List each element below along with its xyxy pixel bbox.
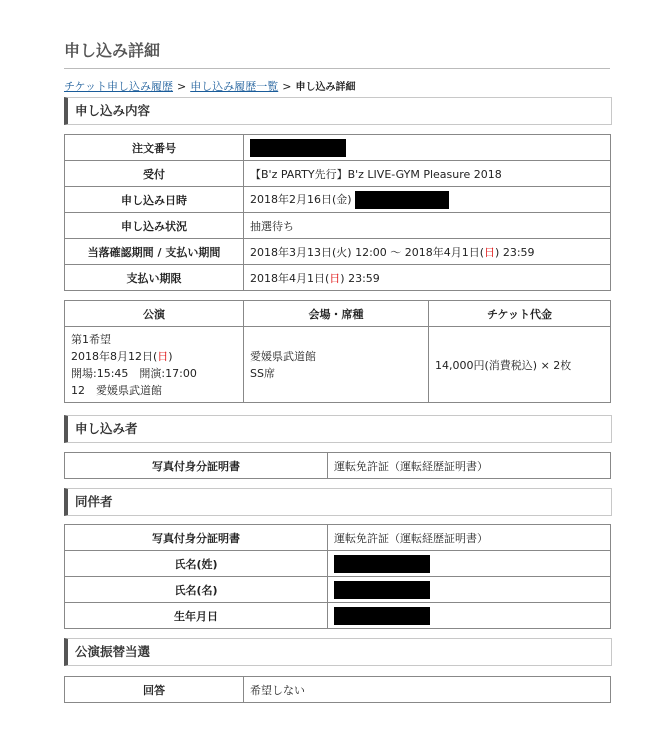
- redacted-block: [355, 191, 449, 209]
- redacted-block: [334, 581, 430, 599]
- transfer-answer-value: 希望しない: [244, 677, 611, 703]
- table-row: [65, 525, 611, 551]
- transfer-table: [64, 676, 611, 703]
- application-details-table: [64, 134, 611, 291]
- deadline-text: ) 23:59: [340, 271, 380, 285]
- breadcrumb: [64, 78, 355, 94]
- table-row: [65, 265, 611, 291]
- application-date-label: 申し込み日時: [65, 187, 244, 213]
- table-row: [65, 327, 611, 403]
- performance-date-text: ): [168, 349, 173, 363]
- application-status-value: 抽選待ち: [244, 213, 611, 239]
- order-number-label: 注文番号: [65, 135, 244, 161]
- table-row: [65, 603, 611, 629]
- title-divider: [64, 68, 610, 69]
- table-row: [65, 453, 611, 479]
- applicant-id-value: 運転免許証（運転経歴証明書）: [328, 453, 611, 479]
- venue-seat-cell: [244, 327, 429, 403]
- section-heading-applicant: 申し込み者: [64, 415, 612, 443]
- redacted-block: [250, 139, 346, 157]
- breadcrumb-link-list[interactable]: 申し込み履歴一覧: [190, 80, 279, 93]
- application-date-value: 2018年2月16日(金): [250, 192, 352, 206]
- performance-date-text: 2018年8月12日(: [71, 349, 158, 363]
- sunday-mark: 日: [329, 271, 341, 285]
- table-row: [65, 677, 611, 703]
- companion-birthdate-label: 生年月日: [65, 603, 328, 629]
- breadcrumb-separator: >: [282, 80, 292, 93]
- breadcrumb-separator: >: [177, 80, 187, 93]
- payment-deadline-value: [244, 265, 611, 291]
- table-row: [65, 239, 611, 265]
- applicant-table: [64, 452, 611, 479]
- table-row: [65, 161, 611, 187]
- payment-deadline-label: 支払い期限: [65, 265, 244, 291]
- page-title: 申し込み詳細: [64, 41, 161, 60]
- seat-type: SS席: [250, 366, 275, 380]
- redacted-block: [334, 555, 430, 573]
- redacted-block: [334, 607, 430, 625]
- venue-name: 愛媛県武道館: [250, 349, 316, 363]
- performance-cell: [65, 327, 244, 403]
- companion-table: [64, 524, 611, 629]
- table-row: [65, 135, 611, 161]
- sunday-mark: 日: [484, 245, 496, 259]
- companion-id-label: 写真付身分証明書: [65, 525, 328, 551]
- sunday-mark: 日: [157, 349, 169, 363]
- section-heading-transfer: 公演振替当選: [64, 638, 612, 666]
- companion-last-name-label: 氏名(姓): [65, 551, 328, 577]
- companion-first-name-label: 氏名(名): [65, 577, 328, 603]
- breadcrumb-link-history[interactable]: チケット申し込み履歴: [64, 80, 174, 93]
- section-heading-companion: 同伴者: [64, 488, 612, 516]
- transfer-answer-label: 回答: [65, 677, 244, 703]
- table-row: [65, 577, 611, 603]
- period-text: ) 23:59: [495, 245, 535, 259]
- deadline-text: 2018年4月1日(: [250, 271, 330, 285]
- breadcrumb-current: 申し込み詳細: [295, 82, 356, 93]
- companion-last-name-value: [328, 551, 611, 577]
- section-heading-application: 申し込み内容: [64, 97, 612, 125]
- column-header-ticket-price: チケット代金: [429, 301, 611, 327]
- performance-venue-line: 12 愛媛県武道館: [71, 383, 162, 397]
- application-status-label: 申し込み状況: [65, 213, 244, 239]
- table-header-row: [65, 301, 611, 327]
- performance-date: [71, 348, 237, 365]
- applicant-id-label: 写真付身分証明書: [65, 453, 328, 479]
- choice-rank: 第1希望: [71, 332, 111, 346]
- ticket-price: 14,000円(消費税込) × 2枚: [429, 327, 611, 403]
- companion-birthdate-value: [328, 603, 611, 629]
- table-row: [65, 551, 611, 577]
- companion-id-value: 運転免許証（運転経歴証明書）: [328, 525, 611, 551]
- application-date-cell: [244, 187, 611, 213]
- column-header-venue-seat: 会場・席種: [244, 301, 429, 327]
- period-text: 2018年3月13日(火) 12:00 ～ 2018年4月1日(: [250, 245, 485, 259]
- table-row: [65, 213, 611, 239]
- companion-first-name-value: [328, 577, 611, 603]
- performance-table: [64, 300, 611, 403]
- order-number-value: [244, 135, 611, 161]
- reception-value: 【B'z PARTY先行】B'z LIVE-GYM Pleasure 2018: [244, 161, 611, 187]
- column-header-performance: 公演: [65, 301, 244, 327]
- period-value: [244, 239, 611, 265]
- table-row: [65, 187, 611, 213]
- period-label: 当落確認期間 / 支払い期間: [65, 239, 244, 265]
- reception-label: 受付: [65, 161, 244, 187]
- performance-times: 開場:15:45 開演:17:00: [71, 366, 197, 380]
